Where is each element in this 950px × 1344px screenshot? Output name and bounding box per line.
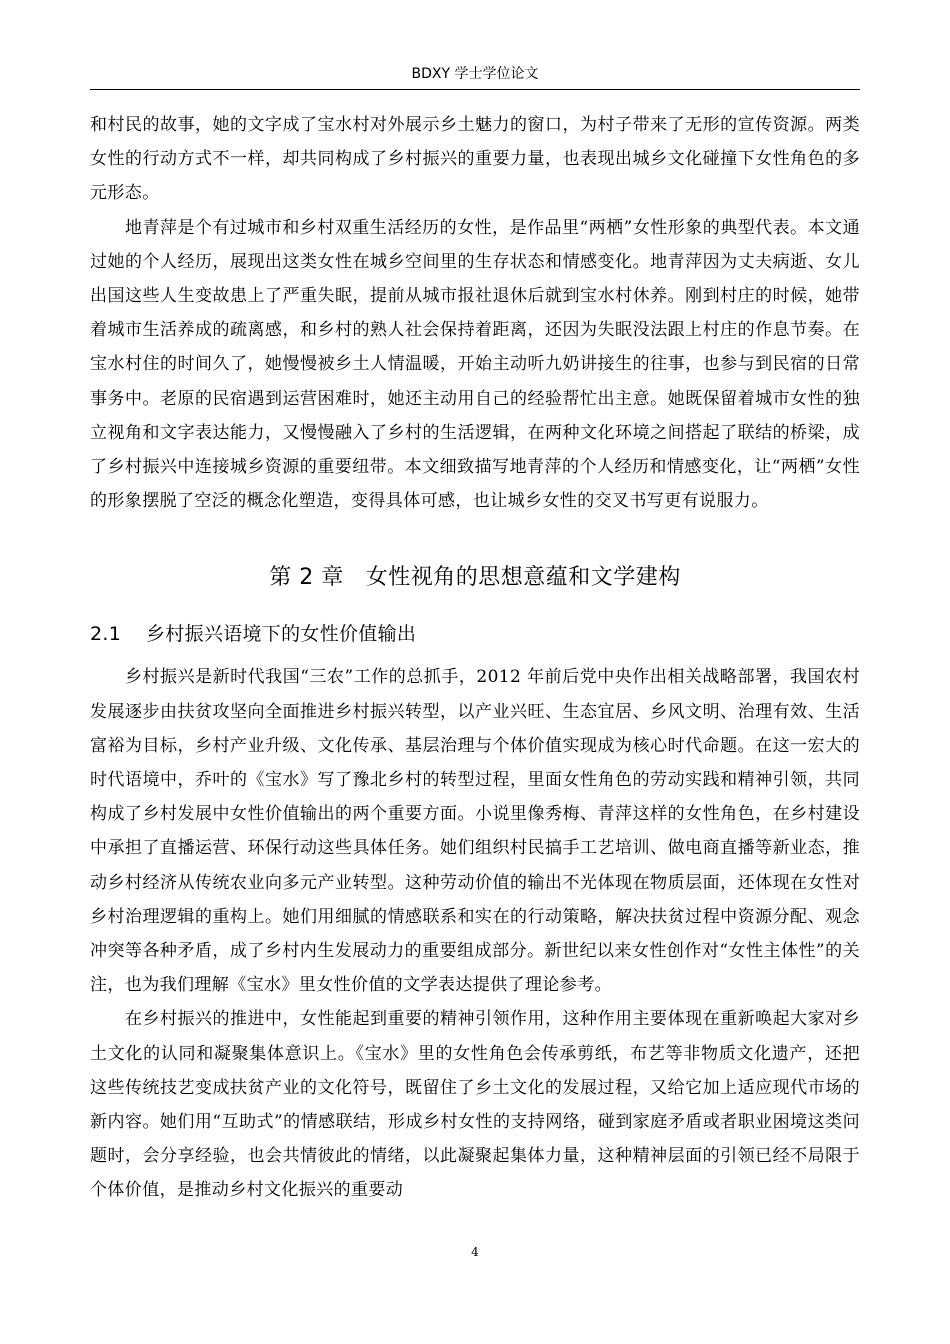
body-paragraph: 地青萍是个有过城市和乡村双重生活经历的女性，是作品里“两栖”女性形象的典型代表。本文通过她的个人经历，展现出这类女性在城乡空间里的生存状态和情感变化。地青萍因为丈夫病逝、女儿出国这些人生变故患上了严重失眠，提前从城市报社退休后就到宝水村休养。刚到村庄的时候，她带着城市生活养成的疏离感，和乡村的熟人社会保持着距离，还因为失眠没法跟上村庄的作息节奏。在宝水村住的时间久了，她慢慢被乡土人情温暖，开始主动听九奶讲接生的往事，也参与到民宿的日常事务中。老原的民宿遇到运营困难时，她还主动用自己的经验帮忙出主意。她既保留着城市女性的独立视角和文字表达能力，又慢慢融入了乡村的生活逻辑，在两种文化环境之间搭起了联结的桥梁，成了乡村振兴中连接城乡资源的重要纽带。本文细致描写地青萍的个人经历和情感变化，让“两栖”女性的形象摆脱了空泛的概念化塑造，变得具体可感，也让城乡女性的交叉书写更有说服力。 xyxy=(90,217,860,512)
header-divider xyxy=(90,89,860,90)
running-header: BDXY 学士学位论文 xyxy=(411,66,539,82)
body-paragraph: 在乡村振兴的推进中，女性能起到重要的精神引领作用，这种作用主要体现在重新唤起大家对乡土文化的认同和凝聚集体意识上。《宝水》里的女性角色会传承剪纸，布艺等非物质文化遗产，还把这些传统技艺变成扶贫产业的文化符号，既留住了乡土文化的发展过程，又给它加上适应现代市场的新内容。她们用“互助式”的情感联结，形成乡村女性的支持网络，碰到家庭矛盾或者职业困境这类问题时，会分享经验，也会共情彼此的情绪，以此凝聚起集体力量，这种精神层面的引领已经不局限于个体价值，是推动乡村文化振兴的重要动 xyxy=(90,1009,860,1201)
page-number: 4 xyxy=(471,1245,479,1259)
section-heading xyxy=(90,614,860,654)
section-number: 2.1 xyxy=(90,623,122,646)
chapter-heading xyxy=(90,556,860,600)
body-paragraph-continued: 和村民的故事，她的文字成了宝水村对外展示乡土魅力的窗口，为村子带来了无形的宣传资源。两类女性的行动方式不一样，却共同构成了乡村振兴的重要力量，也表现出城乡文化碰撞下女性角色的多元形态。 xyxy=(90,115,860,204)
chapter-number: 第 2 章 xyxy=(269,565,344,591)
body-paragraph: 乡村振兴是新时代我国“三农”工作的总抓手，2012 年前后党中央作出相关战略部署，我国农村发展逐步由扶贫攻坚向全面推进乡村振兴转型，以产业兴旺、生态宜居、乡风文明、治理有效、生活富裕为目标，乡村产业升级、文化传承、基层治理与个体价值实现成为核心时代命题。在这一宏大的时代语境中，乔叶的《宝水》写了豫北乡村的转型过程，里面女性角色的劳动实践和精神引领，共同构成了乡村发展中女性价值输出的两个重要方面。小说里像秀梅、青萍这样的女性角色，在乡村建设中承担了直播运营、环保行动这些具体任务。她们组织村民搞手工艺培训、做电商直播等新业态，推动乡村经济从传统农业向多元产业转型。这种劳动价值的输出不光体现在物质层面，还体现在女性对乡村治理逻辑的重构上。她们用细腻的情感联系和实在的行动策略，解决扶贫过程中资源分配、观念冲突等各种矛盾，成了乡村内生发展动力的重要组成部分。新世纪以来女性创作对“女性主体性”的关注，也为我们理解《宝水》里女性价值的文学表达提供了理论参考。 xyxy=(90,667,860,996)
page-body xyxy=(90,108,860,1208)
chapter-title: 女性视角的思想意蕴和文学建构 xyxy=(365,565,681,591)
section-title: 乡村振兴语境下的女性价值输出 xyxy=(146,623,417,646)
